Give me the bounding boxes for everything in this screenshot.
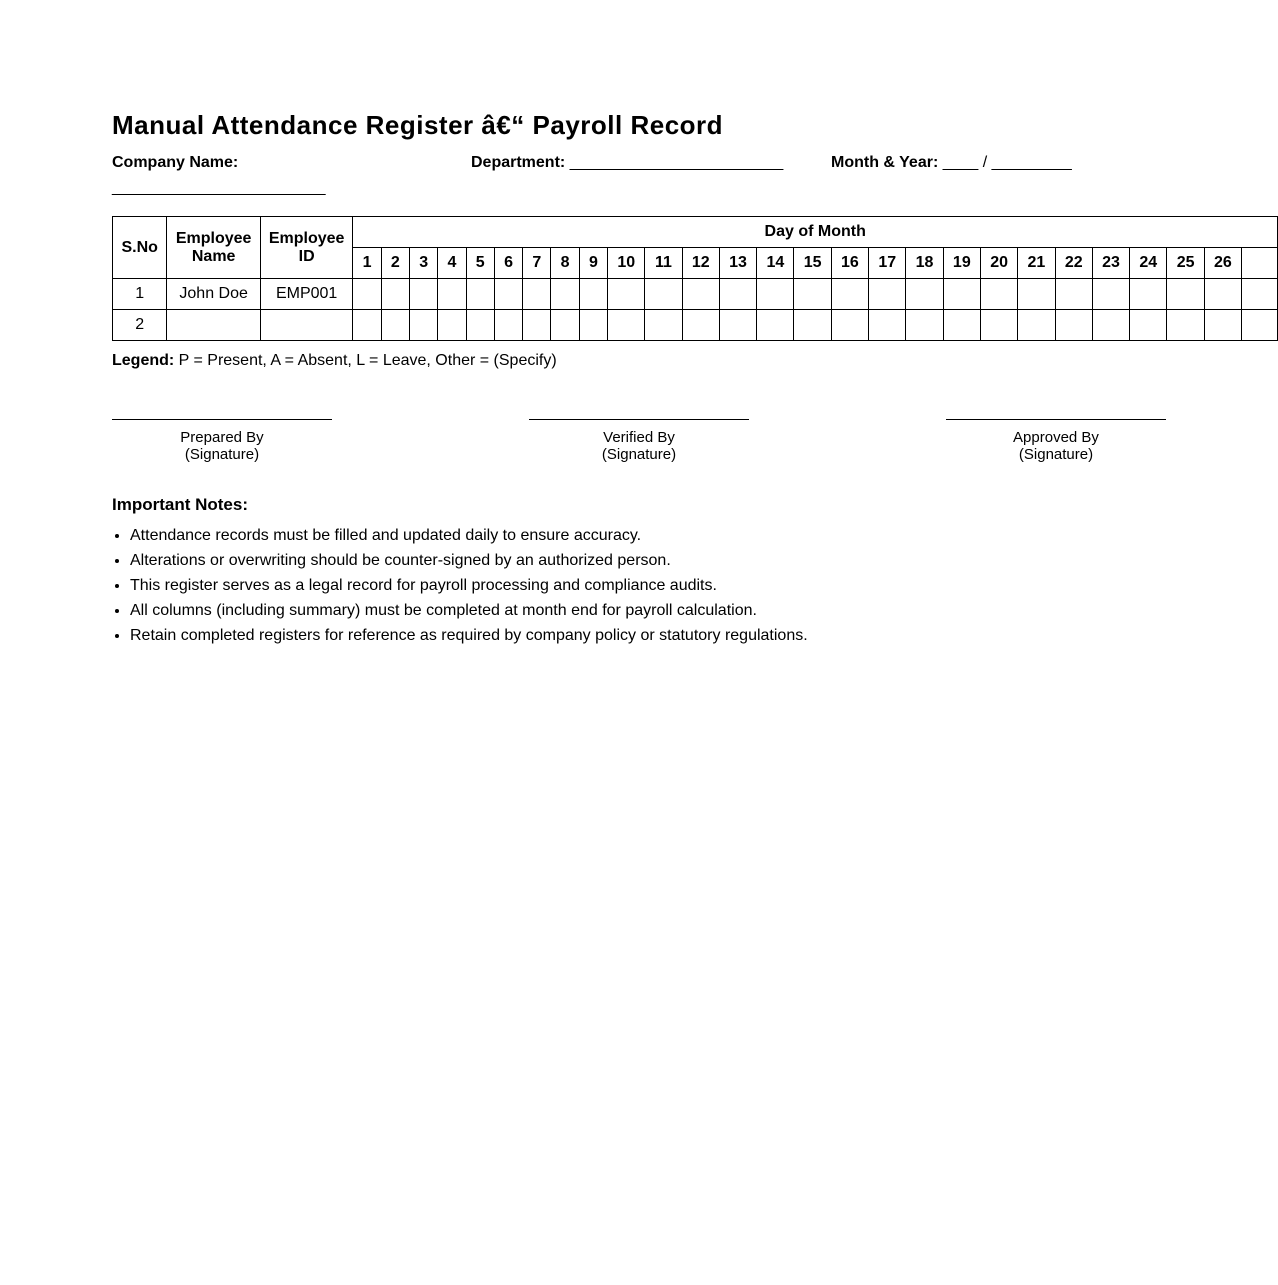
cell-day-attendance[interactable]: [831, 279, 868, 310]
cell-day-attendance[interactable]: [719, 279, 756, 310]
header-day-20: 20: [980, 248, 1017, 279]
header-day-4: 4: [438, 248, 466, 279]
legend-label: Legend:: [112, 352, 175, 369]
signature-line: [112, 419, 332, 420]
header-day-19: 19: [943, 248, 980, 279]
department-label: Department:: [471, 154, 566, 171]
header-day-overflow: [1242, 248, 1278, 279]
list-item: • Attendance records must be filled and updated daily to ensure accuracy.: [130, 523, 808, 548]
department-blank: ________________________: [569, 154, 784, 171]
signature-role: Verified By: [603, 429, 675, 446]
signature-prepared-by: [112, 404, 332, 463]
cell-s-no[interactable]: 2: [113, 310, 167, 341]
header-day-12: 12: [682, 248, 719, 279]
signature-sub: (Signature): [601, 446, 677, 463]
table-row: [113, 310, 1278, 341]
cell-day-attendance[interactable]: [869, 310, 906, 341]
header-day-6: 6: [494, 248, 522, 279]
cell-day-attendance[interactable]: [943, 310, 980, 341]
cell-day-attendance[interactable]: [438, 279, 466, 310]
cell-day-attendance[interactable]: [410, 310, 438, 341]
cell-day-attendance[interactable]: [579, 310, 607, 341]
month-year-label: Month & Year:: [831, 154, 939, 171]
cell-day-attendance[interactable]: [410, 279, 438, 310]
list-item: • Alterations or overwriting should be counter-signed by an authorized person.: [130, 548, 808, 573]
cell-employee-name[interactable]: John Doe: [167, 279, 260, 310]
cell-day-attendance[interactable]: [466, 279, 494, 310]
cell-employee-name[interactable]: [167, 310, 260, 341]
attendance-table-wrapper: [112, 216, 1278, 341]
cell-day-attendance[interactable]: [494, 310, 522, 341]
header-day-5: 5: [466, 248, 494, 279]
cell-day-attendance[interactable]: [523, 310, 551, 341]
header-day-10: 10: [608, 248, 645, 279]
cell-day-attendance[interactable]: [794, 279, 831, 310]
signature-line: [529, 419, 749, 420]
cell-day-attendance[interactable]: [466, 310, 494, 341]
cell-day-attendance[interactable]: [869, 279, 906, 310]
cell-day-attendance[interactable]: [353, 279, 381, 310]
cell-day-attendance[interactable]: [1130, 310, 1167, 341]
header-day-15: 15: [794, 248, 831, 279]
cell-day-attendance[interactable]: [682, 279, 719, 310]
header-employee-id-line2: ID: [298, 247, 315, 265]
header-day-1: 1: [353, 248, 381, 279]
document: [112, 108, 1278, 202]
cell-day-attendance[interactable]: [682, 310, 719, 341]
cell-day-attendance[interactable]: [906, 279, 943, 310]
table-header-row: [113, 217, 1278, 248]
header-day-18: 18: [906, 248, 943, 279]
cell-day-attendance[interactable]: [494, 279, 522, 310]
cell-day-attendance[interactable]: [719, 310, 756, 341]
header-day-25: 25: [1167, 248, 1204, 279]
cell-day-attendance[interactable]: [438, 310, 466, 341]
header-day-17: 17: [869, 248, 906, 279]
header-day-13: 13: [719, 248, 756, 279]
cell-day-attendance[interactable]: [906, 310, 943, 341]
cell-day-attendance[interactable]: [1167, 310, 1204, 341]
notes-title: Important Notes:: [112, 495, 248, 514]
signature-verified-by: [529, 404, 749, 463]
signature-approved-by: [946, 404, 1166, 463]
header-day-3: 3: [410, 248, 438, 279]
header-day-14: 14: [757, 248, 794, 279]
notes-list: [112, 523, 808, 648]
cell-day-attendance[interactable]: [757, 310, 794, 341]
header-employee-name-line2: Name: [191, 247, 236, 265]
signature-line: [946, 419, 1166, 420]
header-fields: [112, 152, 1278, 202]
cell-employee-id[interactable]: [260, 310, 353, 341]
company-name-blank: ________________________: [112, 179, 326, 196]
page-title: Manual Attendance Register â€“ Payroll Record: [112, 110, 724, 140]
cell-day-attendance[interactable]: [831, 310, 868, 341]
cell-day-attendance[interactable]: [1167, 279, 1204, 310]
cell-day-attendance[interactable]: [1055, 310, 1092, 341]
cell-day-attendance[interactable]: [381, 279, 409, 310]
signature-role: Prepared By: [180, 429, 264, 446]
company-name-field: [112, 152, 326, 196]
cell-day-attendance[interactable]: [1130, 279, 1167, 310]
cell-day-attendance[interactable]: [1204, 310, 1241, 341]
cell-day-attendance[interactable]: [943, 279, 980, 310]
cell-day-attendance[interactable]: [1242, 279, 1278, 310]
header-day-of-month: Day of Month: [353, 217, 1278, 248]
header-employee-id: [260, 217, 353, 279]
header-day-22: 22: [1055, 248, 1092, 279]
cell-day-attendance[interactable]: [1092, 279, 1129, 310]
list-item: • All columns (including summary) must be completed at month end for payroll calculation.: [130, 598, 808, 623]
cell-day-attendance[interactable]: [551, 279, 579, 310]
header-employee-name: [167, 217, 260, 279]
header-day-16: 16: [831, 248, 868, 279]
header-day-7: 7: [523, 248, 551, 279]
month-year-field: [831, 152, 1072, 174]
header-day-24: 24: [1130, 248, 1167, 279]
list-item: • This register serves as a legal record for payroll processing and compliance audits.: [130, 573, 808, 598]
month-year-blank: ____ / _________: [942, 154, 1072, 171]
legend-text: P = Present, A = Absent, L = Leave, Other = (Specify): [174, 352, 557, 369]
cell-s-no[interactable]: 1: [113, 279, 167, 310]
cell-day-attendance[interactable]: [645, 279, 682, 310]
header-employee-id-line1: Employee: [268, 229, 345, 247]
cell-day-attendance[interactable]: [1018, 279, 1055, 310]
cell-day-attendance[interactable]: [1092, 310, 1129, 341]
list-item: • Retain completed registers for reference as required by company policy or statutory regulations.: [130, 623, 808, 648]
cell-day-attendance[interactable]: [1055, 279, 1092, 310]
cell-day-attendance[interactable]: [1204, 279, 1241, 310]
cell-day-attendance[interactable]: [1018, 310, 1055, 341]
header-day-2: 2: [381, 248, 409, 279]
cell-day-attendance[interactable]: [980, 279, 1017, 310]
signature-role: Approved By: [1013, 429, 1099, 446]
cell-day-attendance[interactable]: [353, 310, 381, 341]
cell-day-attendance[interactable]: [608, 279, 645, 310]
cell-day-attendance[interactable]: [645, 310, 682, 341]
signature-sub: (Signature): [1018, 446, 1094, 463]
header-day-11: 11: [645, 248, 682, 279]
header-day-23: 23: [1092, 248, 1129, 279]
cell-day-attendance[interactable]: [794, 310, 831, 341]
cell-day-attendance[interactable]: [757, 279, 794, 310]
table-body: [113, 279, 1278, 341]
legend: [112, 352, 557, 370]
header-s-no: S.No: [113, 217, 167, 279]
company-name-label: Company Name:: [112, 154, 239, 171]
cell-day-attendance[interactable]: [381, 310, 409, 341]
department-field: [471, 152, 783, 174]
signature-sub: (Signature): [184, 446, 260, 463]
header-employee-name-line1: Employee: [175, 229, 252, 247]
header-day-8: 8: [551, 248, 579, 279]
header-day-9: 9: [579, 248, 607, 279]
cell-day-attendance[interactable]: [980, 310, 1017, 341]
cell-day-attendance[interactable]: [523, 279, 551, 310]
important-notes: [112, 495, 808, 648]
table-row: [113, 279, 1278, 310]
attendance-table: [112, 216, 1278, 341]
cell-day-attendance[interactable]: [579, 279, 607, 310]
header-day-21: 21: [1018, 248, 1055, 279]
cell-day-attendance[interactable]: [1242, 310, 1278, 341]
cell-employee-id[interactable]: EMP001: [260, 279, 353, 310]
header-day-26: 26: [1204, 248, 1241, 279]
cell-day-attendance[interactable]: [551, 310, 579, 341]
cell-day-attendance[interactable]: [608, 310, 645, 341]
